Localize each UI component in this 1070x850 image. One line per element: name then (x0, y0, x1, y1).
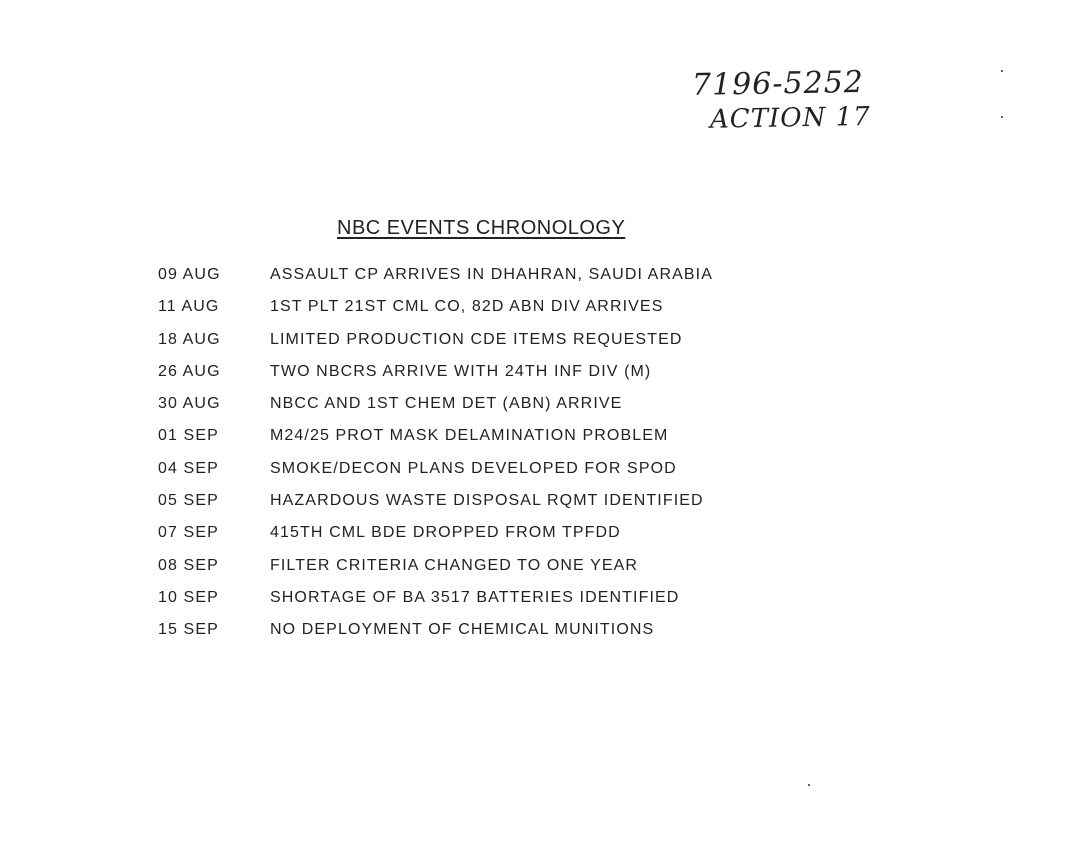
event-row (158, 492, 798, 524)
event-date: 15 SEP (158, 621, 219, 639)
event-date: 09 AUG (158, 266, 221, 283)
handwritten-action-number: ACTION 17 (709, 101, 871, 135)
event-row (158, 557, 798, 589)
event-date: 10 SEP (158, 588, 219, 606)
event-date: 08 SEP (158, 556, 219, 574)
document-title: NBC EVENTS CHRONOLOGY (337, 217, 626, 239)
event-row (158, 298, 798, 330)
event-date: 05 SEP (158, 492, 219, 510)
event-date: 30 AUG (158, 395, 221, 413)
event-row (158, 331, 798, 363)
event-row (158, 363, 798, 395)
scan-speck (1001, 70, 1003, 72)
event-row (158, 266, 798, 298)
event-date: 01 SEP (158, 427, 219, 445)
event-description: FILTER CRITERIA CHANGED TO ONE YEAR (270, 556, 639, 574)
event-description: SMOKE/DECON PLANS DEVELOPED FOR SPOD (270, 459, 677, 477)
handwritten-annotation (690, 66, 910, 133)
event-description: NBCC AND 1ST CHEM DET (ABN) ARRIVE (270, 395, 623, 413)
event-date: 11 AUG (158, 298, 220, 316)
event-row (158, 589, 798, 621)
event-date: 04 SEP (158, 459, 219, 477)
event-date: 26 AUG (158, 362, 221, 380)
event-description: SHORTAGE OF BA 3517 BATTERIES IDENTIFIED (270, 588, 680, 606)
event-description: 415TH CML BDE DROPPED FROM TPFDD (270, 524, 621, 542)
event-description: M24/25 PROT MASK DELAMINATION PROBLEM (270, 427, 669, 445)
event-row (158, 427, 798, 459)
events-list (158, 266, 798, 654)
event-row (158, 621, 798, 653)
handwritten-reference-number: 7196-5252 (691, 64, 865, 103)
event-description: NO DEPLOYMENT OF CHEMICAL MUNITIONS (270, 621, 655, 639)
scan-speck (1001, 116, 1003, 118)
event-row (158, 460, 798, 492)
event-row (158, 524, 798, 556)
event-description: TWO NBCRS ARRIVE WITH 24TH INF DIV (M) (270, 362, 652, 380)
event-date: 18 AUG (158, 330, 221, 348)
event-description: ASSAULT CP ARRIVES IN DHAHRAN, SAUDI ARABIA (270, 266, 713, 283)
event-description: LIMITED PRODUCTION CDE ITEMS REQUESTED (270, 330, 683, 348)
scan-speck (808, 784, 810, 786)
event-description: HAZARDOUS WASTE DISPOSAL RQMT IDENTIFIED (270, 492, 704, 510)
event-description: 1ST PLT 21ST CML CO, 82D ABN DIV ARRIVES (270, 298, 664, 316)
event-date: 07 SEP (158, 524, 219, 542)
event-row (158, 395, 798, 427)
